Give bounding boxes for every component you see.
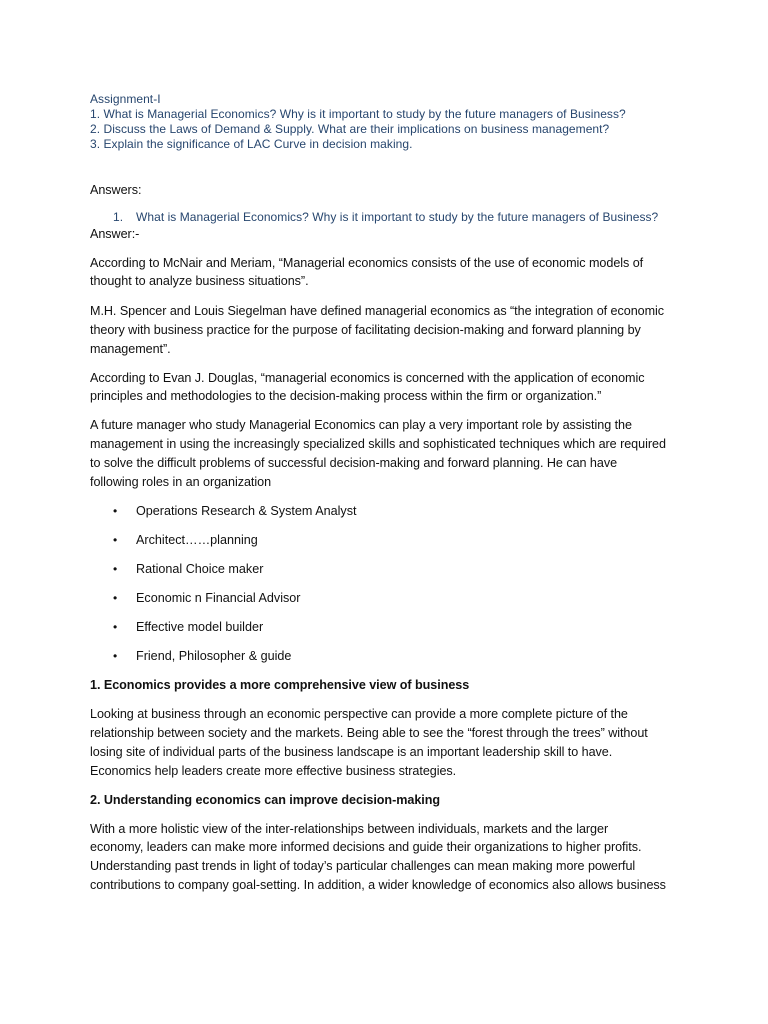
assignment-title: Assignment-I: [90, 92, 161, 106]
paragraph-line: contributions to company goal-setting. In addition, a wider knowledge of economics also allows business: [90, 878, 666, 892]
paragraph-line: theory with business practice for the purpose of facilitating decision-making and forward planning by: [90, 323, 641, 337]
paragraph-line: M.H. Spencer and Louis Siegelman have defined managerial economics as “the integration of economic: [90, 304, 665, 318]
paragraph-line: losing site of individual parts of the business landscape is an important leadership skill to have.: [90, 745, 613, 759]
list-item: Operations Research & System Analyst: [136, 504, 357, 518]
bullet-icon: •: [113, 620, 118, 634]
paragraph-line: A future manager who study Managerial Economics can play a very important role by assisting the: [90, 418, 632, 432]
list-item: Friend, Philosopher & guide: [136, 649, 292, 663]
paragraph-line: Economics help leaders create more effective business strategies.: [90, 764, 457, 778]
paragraph-line: thought to analyze business situations”.: [90, 274, 309, 288]
list-item: Rational Choice maker: [136, 562, 264, 576]
paragraph-line: With a more holistic view of the inter-relationships between individuals, markets and the larger: [90, 822, 609, 836]
list-item: Effective model builder: [136, 620, 264, 634]
paragraph-line: Understanding past trends in light of today’s particular challenges can mean making more powerful: [90, 859, 636, 873]
paragraph-line: Looking at business through an economic perspective can provide a more complete picture of the: [90, 707, 628, 721]
bullet-icon: •: [113, 649, 118, 663]
answer-question-text: What is Managerial Economics? Why is it important to study by the future managers of Business?: [136, 210, 659, 224]
paragraph-line: economy, leaders can make more informed decisions and guide their organizations to higher profits.: [90, 840, 642, 854]
assignment-question-2: 2. Discuss the Laws of Demand & Supply. What are their implications on business management?: [90, 122, 610, 136]
list-item: Economic n Financial Advisor: [136, 591, 301, 605]
paragraph-line: management”.: [90, 342, 171, 356]
assignment-question-1: 1. What is Managerial Economics? Why is it important to study by the future managers of Business?: [90, 107, 626, 121]
paragraph-line: following roles in an organization: [90, 475, 272, 489]
section-heading: 1. Economics provides a more comprehensive view of business: [90, 678, 470, 692]
paragraph-line: management in using the increasingly specialized skills and sophisticated techniques which are required: [90, 437, 666, 451]
answer-label: Answer:-: [90, 227, 140, 241]
section-heading: 2. Understanding economics can improve decision-making: [90, 793, 441, 807]
answers-heading: Answers:: [90, 183, 142, 197]
paragraph-line: According to Evan J. Douglas, “managerial economics is concerned with the application of economic: [90, 371, 645, 385]
bullet-icon: •: [113, 504, 118, 518]
bullet-icon: •: [113, 591, 118, 605]
list-item: Architect……planning: [136, 533, 258, 547]
bullet-icon: •: [113, 533, 118, 547]
paragraph-line: to solve the difficult problems of successful decision-making and forward planning. He can have: [90, 456, 618, 470]
paragraph-line: relationship between society and the markets. Being able to see the “forest through the trees” without: [90, 726, 648, 740]
assignment-question-3: 3. Explain the significance of LAC Curve in decision making.: [90, 137, 413, 151]
paragraph-line: principles and methodologies to the decision-making process within the firm or organization.”: [90, 389, 602, 403]
bullet-icon: •: [113, 562, 118, 576]
paragraph-line: According to McNair and Meriam, “Managerial economics consists of the use of economic models of: [90, 256, 644, 270]
answer-question-number: 1.: [113, 210, 124, 224]
